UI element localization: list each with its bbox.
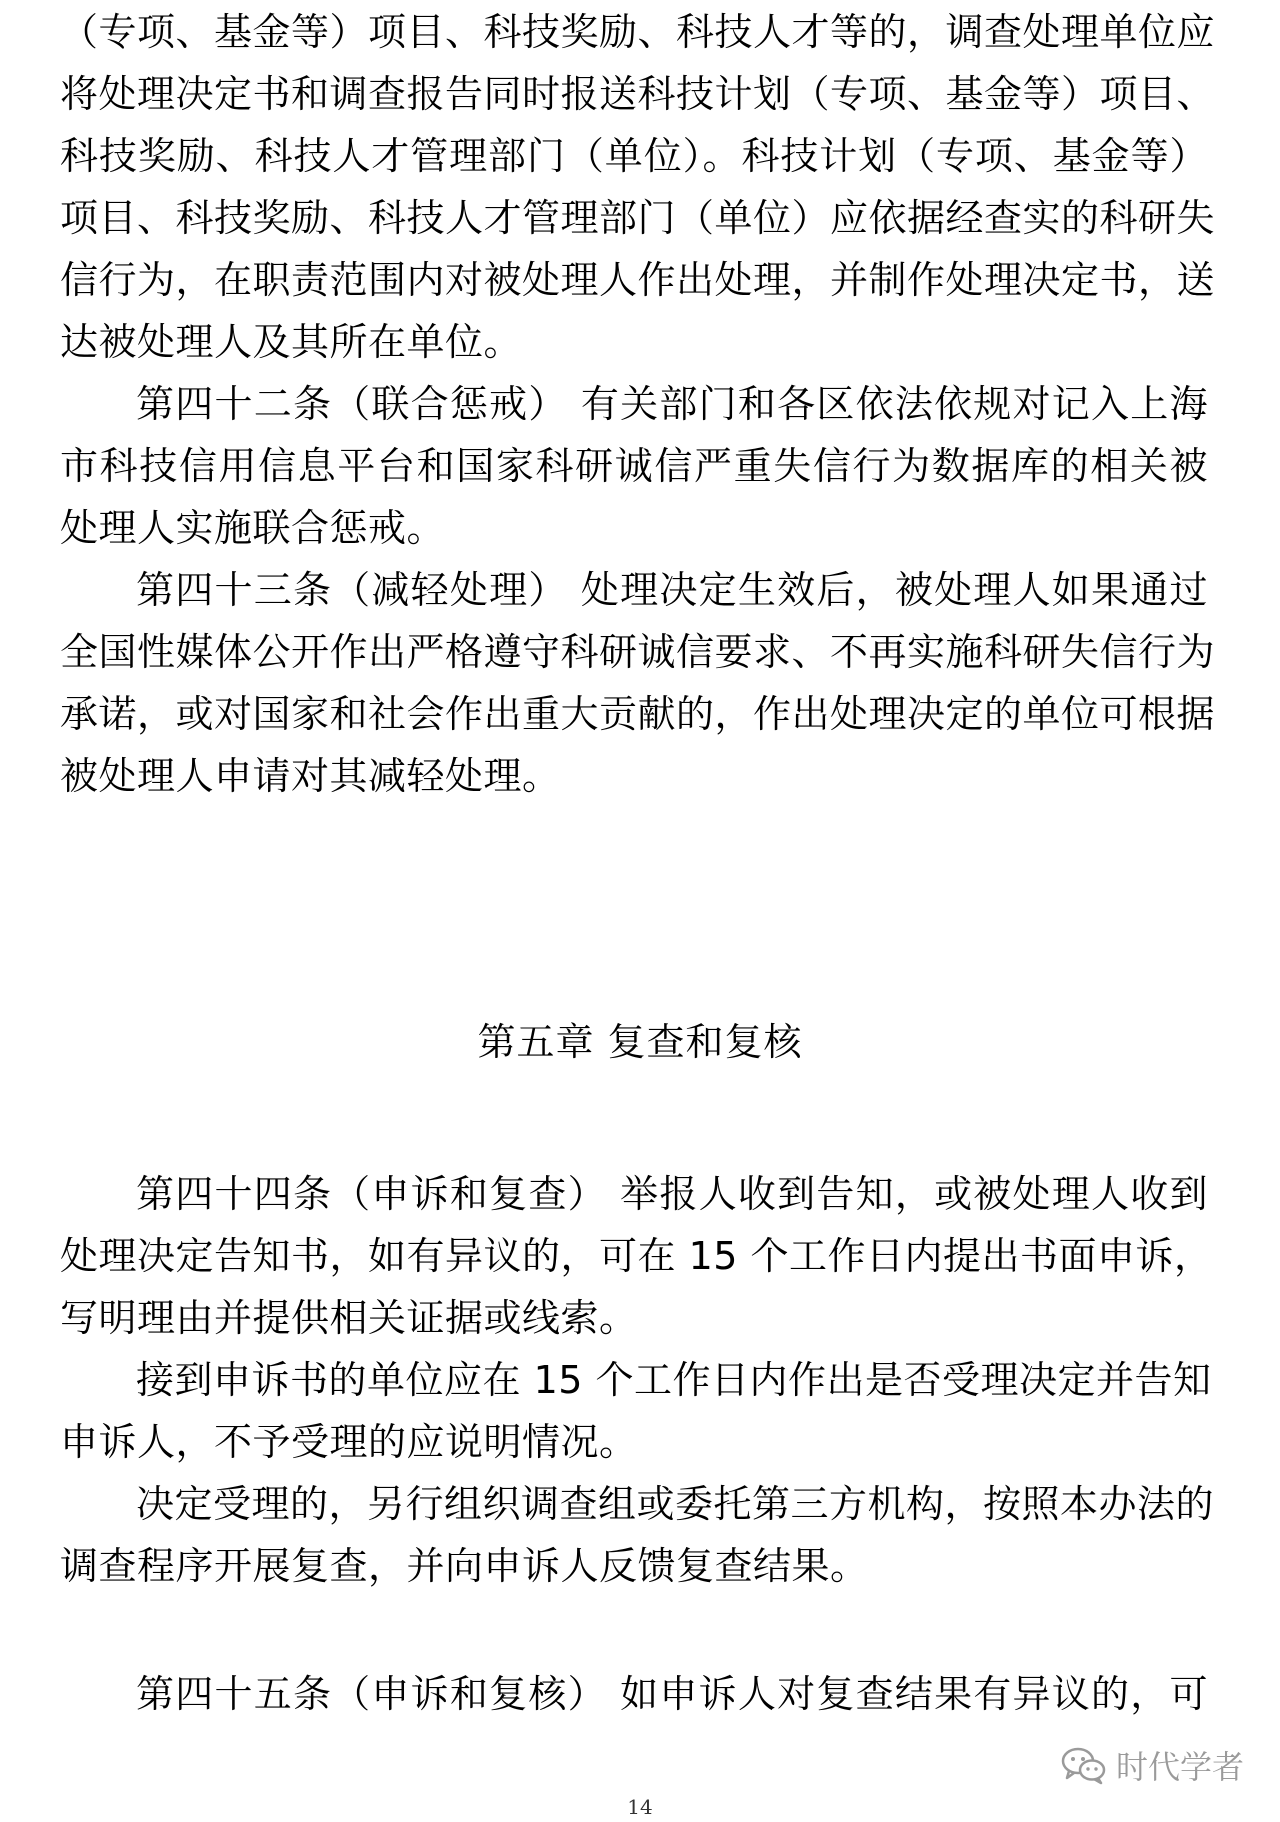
text-line: 接到申诉书的单位应在 15 个工作日内作出是否受理决定并告知 [136, 1358, 1212, 1402]
article-44-line: 第四十四条（申诉和复查） 举报人收到告知，或被处理人收到 [136, 1172, 1208, 1216]
text-line: 全国性媒体公开作出严格遵守科研诚信要求、不再实施科研失信行为 [60, 630, 1216, 674]
article-42-line: 第四十二条（联合惩戒） 有关部门和各区依法依规对记入上海 [136, 382, 1208, 426]
article-43-line: 第四十三条（减轻处理） 处理决定生效后，被处理人如果通过 [136, 568, 1208, 612]
text-line: 信行为，在职责范围内对被处理人作出处理，并制作处理决定书，送 [60, 258, 1216, 302]
text-line: 承诺，或对国家和社会作出重大贡献的，作出处理决定的单位可根据 [60, 692, 1216, 736]
text-line: 处理人实施联合惩戒。 [60, 506, 446, 550]
chapter-heading: 第五章 复查和复核 [477, 1020, 803, 1064]
text-line: 调查程序开展复查，并向申诉人反馈复查结果。 [60, 1544, 869, 1588]
text-line: 写明理由并提供相关证据或线索。 [60, 1296, 638, 1340]
wechat-icon [1060, 1745, 1108, 1785]
article-45-line: 第四十五条（申诉和复核） 如申诉人对复查结果有异议的，可 [136, 1672, 1208, 1716]
text-line: （专项、基金等）项目、科技奖励、科技人才等的，调查处理单位应 [60, 10, 1216, 54]
text-line: 被处理人申请对其减轻处理。 [60, 754, 561, 798]
text-line: 决定受理的，另行组织调查组或委托第三方机构，按照本办法的 [136, 1482, 1215, 1526]
text-line: 处理决定告知书，如有异议的，可在 15 个工作日内提出书面申诉， [60, 1234, 1213, 1278]
text-line: 申诉人，不予受理的应说明情况。 [60, 1420, 638, 1464]
text-line: 科技奖励、科技人才管理部门（单位）。科技计划（专项、基金等） [60, 134, 1208, 178]
watermark-text: 时代学者 [1115, 1748, 1244, 1786]
watermark [1060, 1742, 1244, 1788]
page-number: 14 [627, 1795, 653, 1819]
text-line: 项目、科技奖励、科技人才管理部门（单位）应依据经查实的科研失 [60, 196, 1216, 240]
text-line: 市科技信用信息平台和国家科研诚信严重失信行为数据库的相关被 [60, 444, 1208, 488]
text-line: 达被处理人及其所在单位。 [60, 320, 523, 364]
text-line: 将处理决定书和调查报告同时报送科技计划（专项、基金等）项目、 [60, 72, 1216, 116]
